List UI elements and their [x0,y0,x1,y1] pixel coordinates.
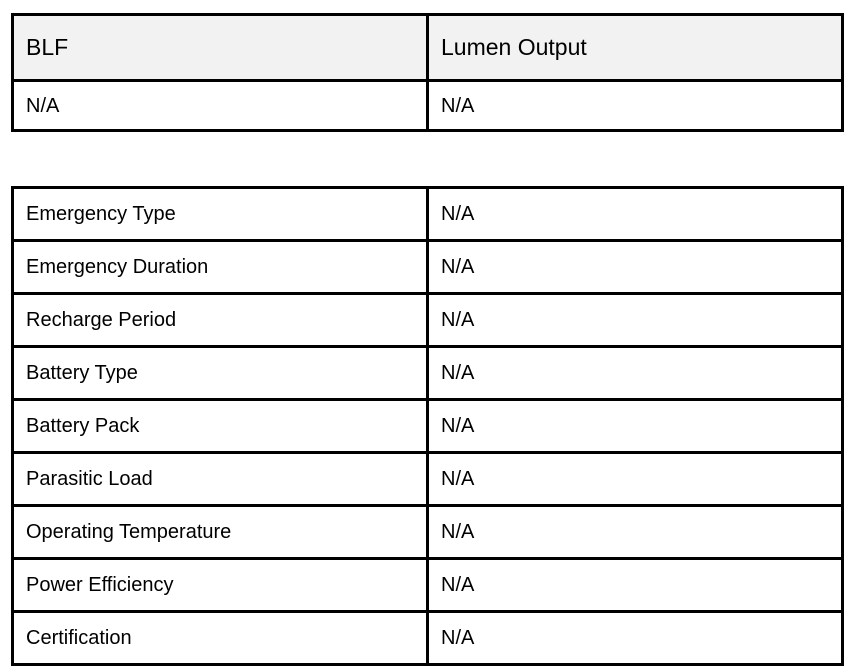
summary-table [11,13,844,132]
table-row [13,612,843,665]
spec-value: N/A [428,188,843,241]
blf-header: BLF [13,15,428,81]
spec-label: Operating Temperature [13,506,428,559]
emergency-specs-table [11,186,844,666]
table-row [13,81,843,131]
table-row [13,188,843,241]
table-header-row [13,15,843,81]
spec-label: Emergency Duration [13,241,428,294]
spec-label: Battery Pack [13,400,428,453]
blf-value: N/A [13,81,428,131]
spec-value: N/A [428,559,843,612]
spec-value: N/A [428,506,843,559]
spec-label: Certification [13,612,428,665]
table-row [13,294,843,347]
table-row [13,241,843,294]
table-row [13,347,843,400]
lumen-output-header: Lumen Output [428,15,843,81]
spec-label: Power Efficiency [13,559,428,612]
table-row [13,506,843,559]
spec-value: N/A [428,612,843,665]
spec-value: N/A [428,400,843,453]
spec-value: N/A [428,241,843,294]
spec-value: N/A [428,453,843,506]
table-row [13,559,843,612]
spec-label: Battery Type [13,347,428,400]
spec-label: Emergency Type [13,188,428,241]
lumen-output-value: N/A [428,81,843,131]
table-row [13,453,843,506]
table-row [13,400,843,453]
spec-value: N/A [428,294,843,347]
spec-label: Recharge Period [13,294,428,347]
spec-value: N/A [428,347,843,400]
spec-label: Parasitic Load [13,453,428,506]
